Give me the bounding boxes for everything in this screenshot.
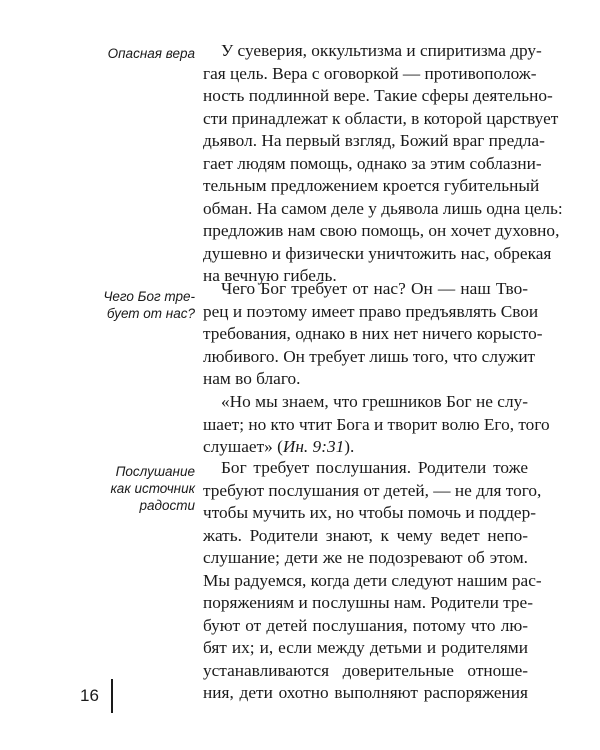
- text-line: рец и поэтому имеет право предъявлять Свои: [203, 301, 539, 321]
- page-number: 16: [68, 679, 113, 713]
- text-line: слушание; дети же не подозревают об этом.: [203, 548, 528, 567]
- quote-line: [203, 436, 528, 459]
- text-line: бят их; и, если между детьми и родителями: [203, 638, 528, 657]
- side-heading-dangerous-faith: [85, 45, 195, 62]
- text-line: тельным предложением кроется губительный: [203, 176, 540, 195]
- text-line: требуют послушания от детей, — не для того,: [203, 480, 542, 500]
- text-line: Чего Бог требует от нас? Он — наш Тво-: [221, 279, 528, 298]
- side-heading-obedience-joy: [85, 463, 195, 514]
- text-line: гая цель. Вера с оговоркой — противополож-: [203, 63, 537, 83]
- side-heading-what-god-requires: [85, 288, 195, 322]
- text-line: ния, дети охотно выполняют распоряжения: [203, 683, 528, 702]
- side-heading-line: как источник: [110, 481, 195, 496]
- text-line: Мы радуемся, когда дети следуют нашим рас-: [203, 570, 542, 590]
- quote-line: «Но мы знаем, что грешников Бог не слу-: [221, 392, 528, 411]
- side-heading-line: Чего Бог тре-: [103, 289, 195, 304]
- text-line: предложив нам свою помощь, он хочет духовно,: [203, 221, 560, 240]
- quote-last-text: слушает» (: [203, 437, 283, 456]
- text-line: ность подлинной вере. Такие сферы деятельно-: [203, 86, 553, 105]
- text-line: душевно и физически уничтожить нас, обрекая: [203, 243, 552, 263]
- bible-quote: [203, 391, 550, 459]
- text-line: любивого. Он требует лишь того, что служит: [203, 346, 536, 366]
- scripture-reference: Ин. 9:31: [282, 437, 345, 456]
- text-line: жать. Родители знают, к чему ведет непо-: [203, 525, 528, 545]
- text-line: дьявол. На первый взгляд, Божий враг предла-: [203, 131, 545, 150]
- text-line: требования, однако в них нет ничего корысто-: [203, 324, 543, 343]
- text-line: нам во благо.: [203, 369, 301, 388]
- side-heading-line: радости: [139, 498, 195, 513]
- paragraph-obedience: [203, 457, 542, 705]
- text-line: на вечную гибель.: [203, 266, 337, 285]
- paragraph-what-god-requires: [203, 278, 543, 391]
- text-line: поряжениям и послушны нам. Родители тре-: [203, 593, 533, 612]
- text-line: обман. На самом деле у дьявола лишь одна цель:: [203, 198, 563, 218]
- paragraph-dangerous-faith: [203, 40, 563, 288]
- text-line: устанавливаются доверительные отноше-: [203, 660, 528, 680]
- text-line: Бог требует послушания. Родители тоже: [221, 458, 528, 477]
- text-line: У суеверия, оккультизма и спиритизма дру-: [221, 41, 542, 60]
- text-line: чтобы мучить их, но чтобы помочь и поддер-: [203, 503, 536, 522]
- side-heading-line: Опасная вера: [107, 46, 195, 61]
- text-line: сти принадлежат к области, в которой царствует: [203, 108, 559, 128]
- quote-closing: ).: [344, 437, 355, 456]
- quote-line: шает; но кто чтит Бога и творит волю Его, того: [203, 414, 550, 434]
- side-heading-line: бует от нас?: [106, 306, 195, 321]
- text-line: гает людям помощь, однако за этим соблазни-: [203, 153, 542, 173]
- text-line: буют от детей послушания, потому что лю-: [203, 615, 528, 635]
- side-heading-line: Послушание: [115, 464, 195, 479]
